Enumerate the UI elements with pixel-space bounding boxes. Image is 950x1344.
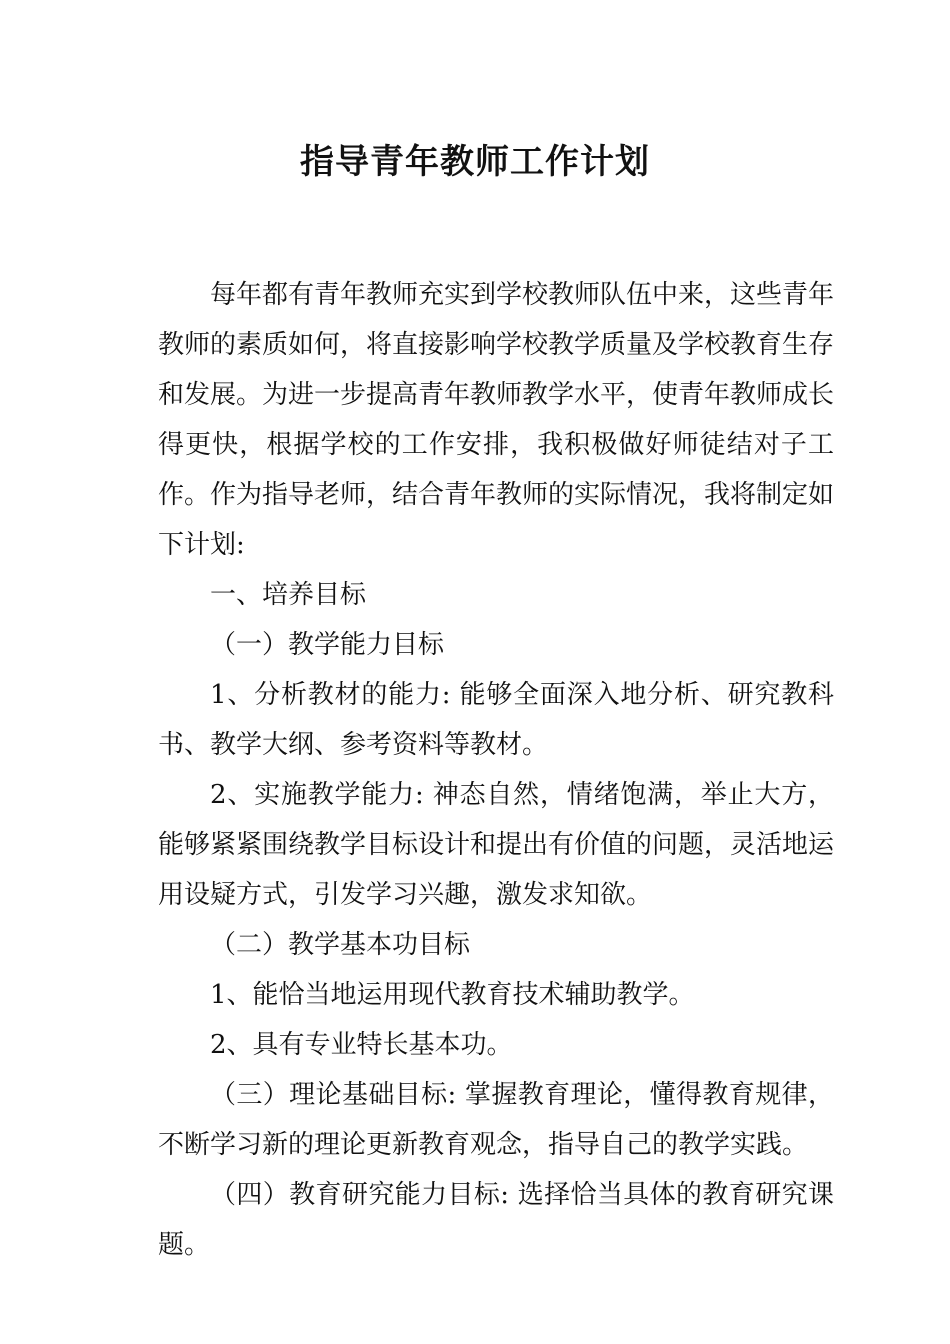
subsection-research-ability: （四）教育研究能力目标: 选择恰当具体的教育研究课题。 [158,1180,834,1260]
section-heading-goals: 一、培养目标 [210,580,367,610]
subsection-heading-teaching-ability: （一）教学能力目标 [210,630,445,660]
item-implement-teaching: 2、实施教学能力: 神态自然，情绪饱满，举止大方，能够紧紧围绕教学目标设计和提出有价值的问题，灵活地运用设疑方式，引发学习兴趣，激发求知欲。 [158,780,835,910]
item-professional-skills: 2、具有专业特长基本功。 [210,1030,513,1060]
document-title: 指导青年教师工作计划 [300,142,650,182]
document-body [158,270,834,1270]
subsection-heading-basic-skills: （二）教学基本功目标 [210,930,471,960]
subsection-theory-foundation: （三）理论基础目标: 掌握教育理论，懂得教育规律，不断学习新的理论更新教育观念，指导自己的教学实践。 [158,1080,834,1160]
item-analyze-materials: 1、分析教材的能力: 能够全面深入地分析、研究教科书、教学大纲、参考资料等教材。 [158,680,834,760]
intro-paragraph: 每年都有青年教师充实到学校教师队伍中来，这些青年教师的素质如何，将直接影响学校教学质量及学校教育生存和发展。为进一步提高青年教师教学水平，使青年教师成长得更快，根据学校的工作安排，我积极做好师徒结对子工作。作为指导老师，结合青年教师的实际情况，我将制定如下计划: [158,280,835,560]
item-modern-technology: 1、能恰当地运用现代教育技术辅助教学。 [210,980,695,1010]
